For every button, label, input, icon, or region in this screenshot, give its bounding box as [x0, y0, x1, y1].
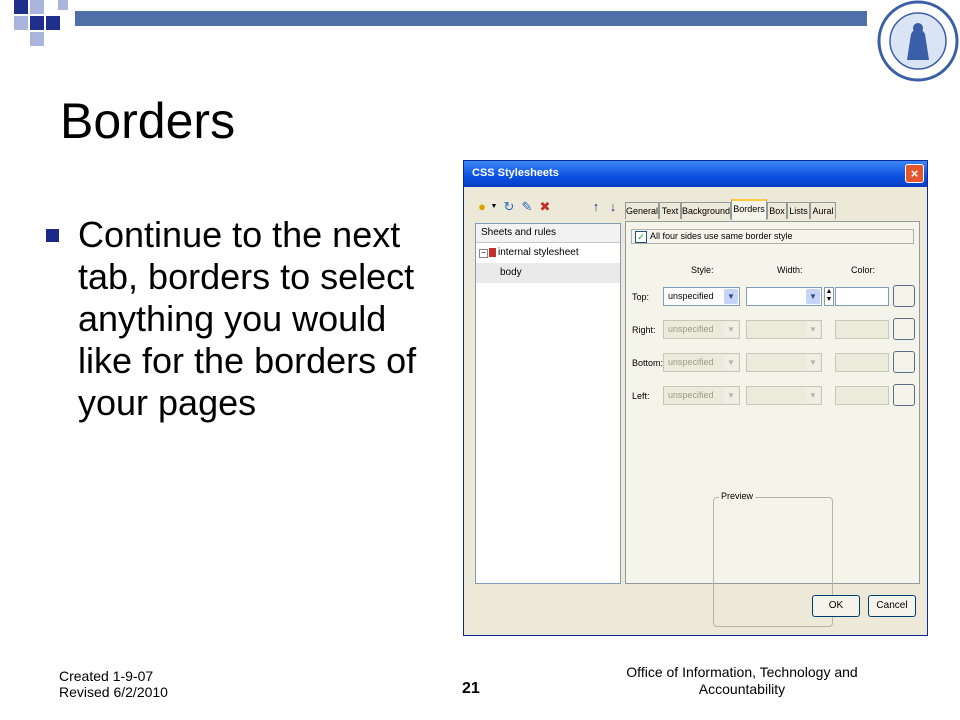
tree-item-label: internal stylesheet — [498, 247, 579, 258]
dialog-titlebar — [464, 161, 927, 187]
top-width-spinner[interactable]: ▲ ▼ — [824, 287, 834, 306]
stylesheet-icon — [489, 248, 496, 257]
footer-office: Office of Information, Technology and Accountability — [626, 664, 858, 697]
deco-square — [46, 16, 60, 30]
top-color-picker-button[interactable] — [893, 285, 915, 307]
tree-item-body[interactable] — [476, 263, 620, 283]
tab-box[interactable]: Box — [767, 202, 787, 219]
row-label-bottom: Bottom: — [632, 358, 664, 368]
width-column-header: Width: — [777, 265, 803, 275]
collapse-icon[interactable]: − — [479, 249, 488, 258]
slide-title: Borders — [60, 93, 236, 149]
tab-aural[interactable]: Aural — [810, 202, 836, 219]
right-width-select[interactable] — [746, 320, 822, 339]
page-number: 21 — [462, 680, 480, 697]
tree-item-label: body — [500, 267, 522, 278]
row-label-right: Right: — [632, 325, 656, 335]
color-column-header: Color: — [851, 265, 876, 275]
bottom-color-picker-button[interactable] — [893, 351, 915, 373]
select-value: unspecified — [668, 324, 714, 334]
select-value: unspecified — [668, 291, 714, 301]
school-seal-logo — [877, 0, 959, 82]
same-style-label: All four sides use same border style — [650, 231, 793, 241]
tab-background[interactable]: Background — [681, 202, 731, 219]
top-color-field[interactable] — [835, 287, 889, 306]
move-up-icon[interactable]: ↑ — [592, 199, 600, 214]
select-value: unspecified — [668, 390, 714, 400]
style-column-header: Style: — [691, 265, 714, 275]
created-date: Created 1-9-07 — [59, 668, 154, 684]
chevron-down-icon: ▼ — [724, 388, 738, 403]
top-style-select[interactable] — [663, 287, 740, 306]
revised-date: Revised 6/2/2010 — [59, 684, 168, 700]
ok-button[interactable]: OK — [812, 595, 860, 617]
bottom-color-field[interactable] — [835, 353, 889, 372]
new-style-icon[interactable]: ● — [478, 199, 486, 214]
move-down-icon[interactable]: ↓ — [609, 199, 617, 214]
select-value: unspecified — [668, 357, 714, 367]
deco-square — [30, 16, 44, 30]
edit-icon[interactable]: ✎ — [521, 199, 533, 214]
same-style-option — [631, 229, 914, 244]
close-button[interactable]: × — [905, 164, 924, 183]
left-style-select[interactable] — [663, 386, 740, 405]
delete-icon[interactable]: ✖ — [539, 199, 551, 214]
refresh-icon[interactable]: ↻ — [503, 199, 515, 214]
bottom-width-select[interactable] — [746, 353, 822, 372]
tree-item-internal-stylesheet[interactable] — [476, 243, 620, 263]
deco-square — [30, 0, 44, 14]
borders-panel — [625, 221, 920, 584]
same-style-checkbox[interactable]: ✓ — [635, 231, 647, 243]
top-width-select[interactable] — [746, 287, 822, 306]
deco-square — [30, 32, 44, 46]
bullet-icon — [46, 229, 59, 242]
chevron-down-icon: ▼ — [724, 289, 738, 304]
chevron-down-icon: ▼ — [806, 355, 820, 370]
dialog-title: CSS Stylesheets — [472, 167, 559, 179]
footer-dates — [59, 668, 168, 700]
chevron-down-icon: ▼ — [806, 322, 820, 337]
deco-square — [14, 0, 28, 14]
right-style-select[interactable] — [663, 320, 740, 339]
preview-label: Preview — [721, 491, 754, 501]
tree-header: Sheets and rules — [476, 224, 620, 243]
right-color-field[interactable] — [835, 320, 889, 339]
row-label-left: Left: — [632, 391, 650, 401]
css-stylesheets-dialog — [463, 160, 928, 636]
row-label-top: Top: — [632, 292, 650, 302]
top-decoration-bar — [75, 11, 867, 26]
tab-lists[interactable]: Lists — [787, 202, 810, 219]
sheets-tree — [475, 223, 621, 584]
chevron-down-icon: ▼ — [724, 322, 738, 337]
bottom-style-select[interactable] — [663, 353, 740, 372]
chevron-down-icon: ▼ — [806, 289, 820, 304]
dropdown-arrow-icon[interactable]: ▼ — [490, 203, 498, 210]
tab-general[interactable]: General — [625, 202, 659, 219]
tab-text[interactable]: Text — [659, 202, 681, 219]
cancel-button[interactable]: Cancel — [868, 595, 916, 617]
bullet-text: Continue to the next tab, borders to select anything you would like for the borders of your pages — [78, 214, 417, 423]
left-color-field[interactable] — [835, 386, 889, 405]
tab-borders[interactable]: Borders — [731, 199, 767, 220]
chevron-down-icon: ▼ — [806, 388, 820, 403]
deco-square — [14, 16, 28, 30]
deco-square — [58, 0, 68, 10]
left-width-select[interactable] — [746, 386, 822, 405]
chevron-down-icon: ▼ — [724, 355, 738, 370]
left-color-picker-button[interactable] — [893, 384, 915, 406]
right-color-picker-button[interactable] — [893, 318, 915, 340]
